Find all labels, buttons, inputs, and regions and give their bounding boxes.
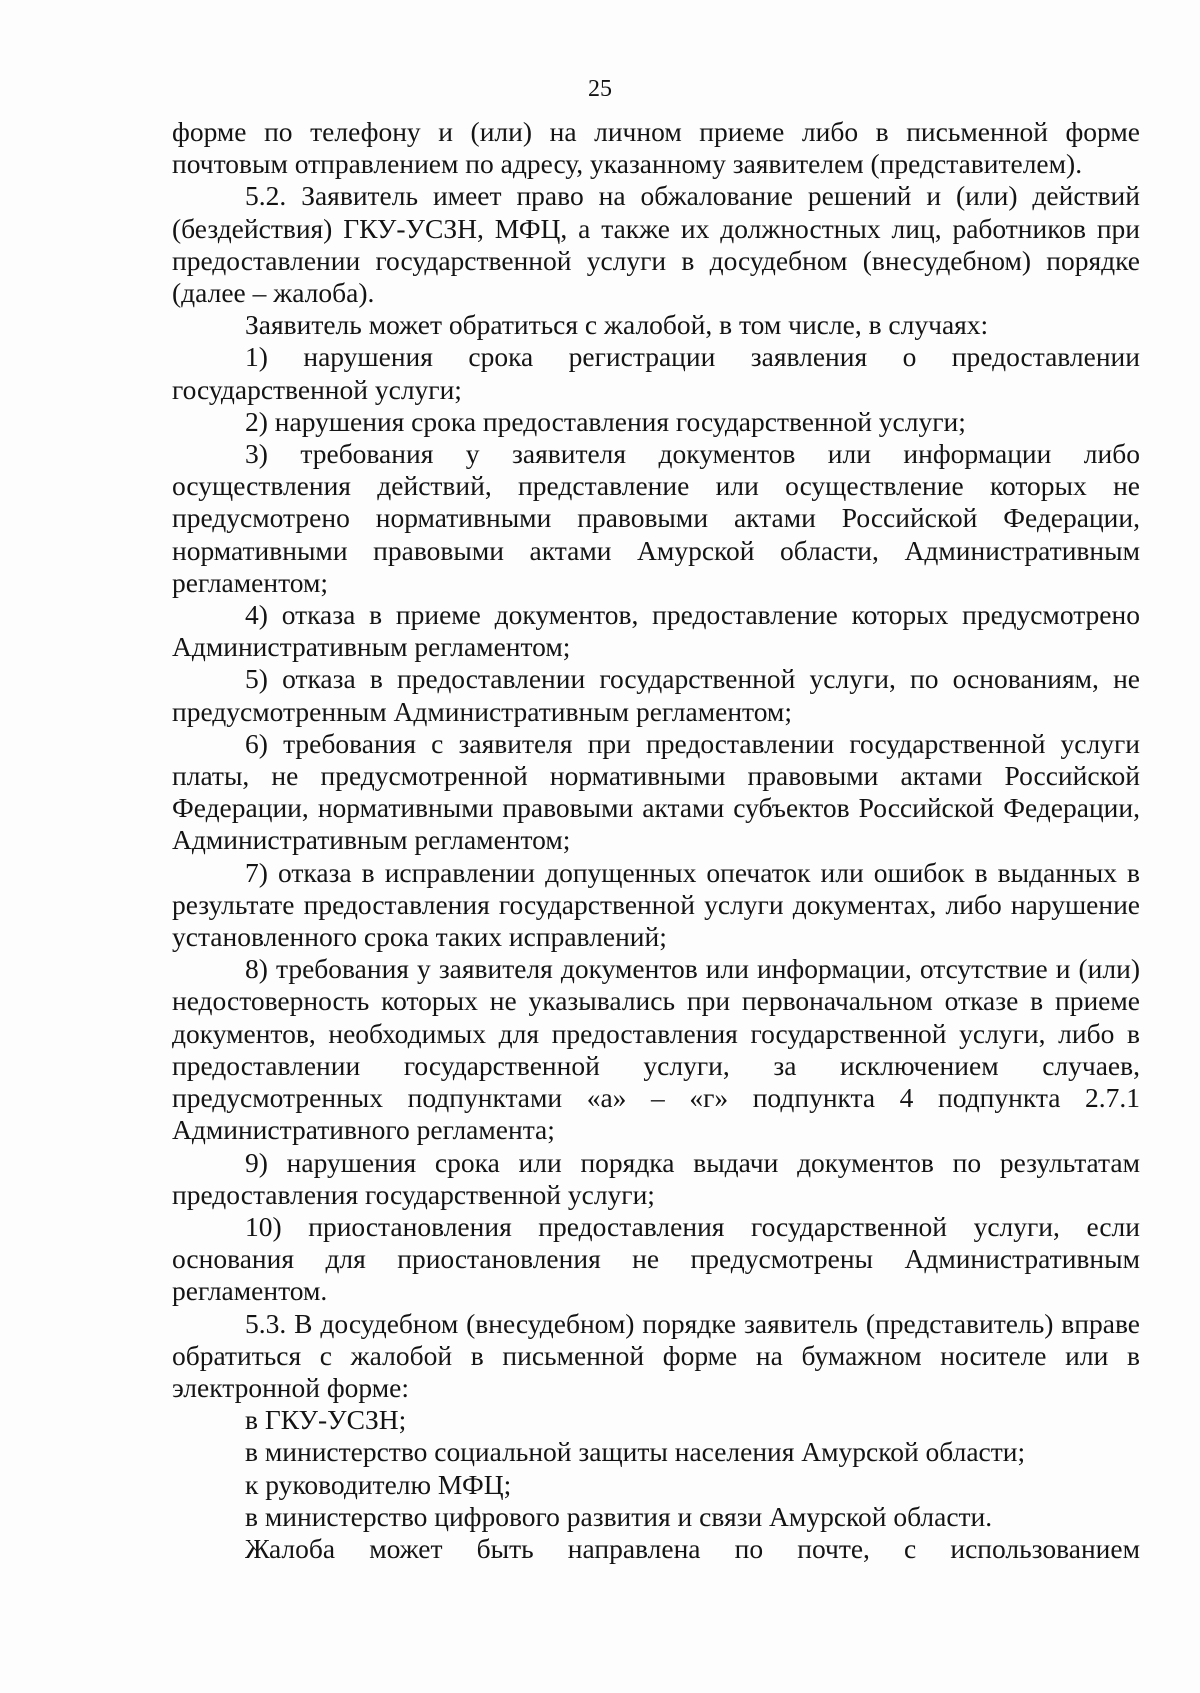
- paragraph: 1) нарушения срока регистрации заявления о предоставлении государственной услуги;: [172, 341, 1140, 405]
- paragraph: форме по телефону и (или) на личном приеме либо в письменной форме почтовым отправлением по адресу, указанному заявителем (представителем).: [172, 116, 1140, 180]
- paragraph: 6) требования с заявителя при предоставлении государственной услуги платы, не предусмотренной нормативными правовыми актами Российской Федерации, нормативными правовыми актами субъектов Российской Федерации, Административным регламентом;: [172, 727, 1140, 856]
- paragraph: 10) приостановления предоставления государственной услуги, если основания для приостановления не предусмотрены Административным регламентом.: [172, 1210, 1140, 1307]
- paragraph: Жалоба может быть направлена по почте, с использованием: [245, 1532, 1140, 1564]
- page-number: 25: [588, 76, 612, 102]
- paragraph: 3) требования у заявителя документов или информации либо осуществления действий, представление или осуществление которых не предусмотрено нормативными правовыми актами Российской Федерации, нормативными правовыми актами Амурской области, Административным регламентом;: [172, 438, 1140, 598]
- paragraph: 4) отказа в приеме документов, предоставление которых предусмотрено Административным регламентом;: [172, 599, 1140, 663]
- paragraph: в министерство социальной защиты населения Амурской области;: [245, 1436, 1026, 1468]
- paragraph: в министерство цифрового развития и связи Амурской области.: [245, 1500, 993, 1532]
- paragraph: в ГКУ-УСЗН;: [245, 1404, 407, 1436]
- document-body: [172, 116, 1140, 1565]
- paragraph: к руководителю МФЦ;: [245, 1468, 512, 1500]
- paragraph: 5.3. В досудебном (внесудебном) порядке заявитель (представитель) вправе обратиться с жалобой в письменной форме на бумажном носителе или в электронной форме:: [172, 1307, 1140, 1403]
- paragraph: Заявитель может обратиться с жалобой, в том числе, в случаях:: [245, 309, 989, 341]
- paragraph: 9) нарушения срока или порядка выдачи документов по результатам предоставления государственной услуги;: [172, 1146, 1140, 1210]
- paragraph: 2) нарушения срока предоставления государственной услуги;: [245, 405, 966, 437]
- paragraph: 5) отказа в предоставлении государственной услуги, по основаниям, не предусмотренным Административным регламентом;: [172, 663, 1140, 727]
- paragraph: 7) отказа в исправлении допущенных опечаток или ошибок в выданных в результате предоставления государственной услуги документах, либо нарушение установленного срока таких исправлений;: [172, 856, 1140, 953]
- paragraph: 5.2. Заявитель имеет право на обжалование решений и (или) действий (бездействия) ГКУ-УСЗН, МФЦ, а также их должностных лиц, работников при предоставлении государственной услуги в досудебном (внесудебном) порядке (далее – жалоба).: [172, 180, 1140, 309]
- paragraph: 8) требования у заявителя документов или информации, отсутствие и (или) недостоверность которых не указывались при первоначальном отказе в приеме документов, необходимых для предоставления государственной услуги, либо в предоставлении государственной услуги, за исключением случаев, предусмотренных подпунктами «а» – «г» подпункта 4 подпункта 2.7.1 Административного регламента;: [172, 953, 1140, 1146]
